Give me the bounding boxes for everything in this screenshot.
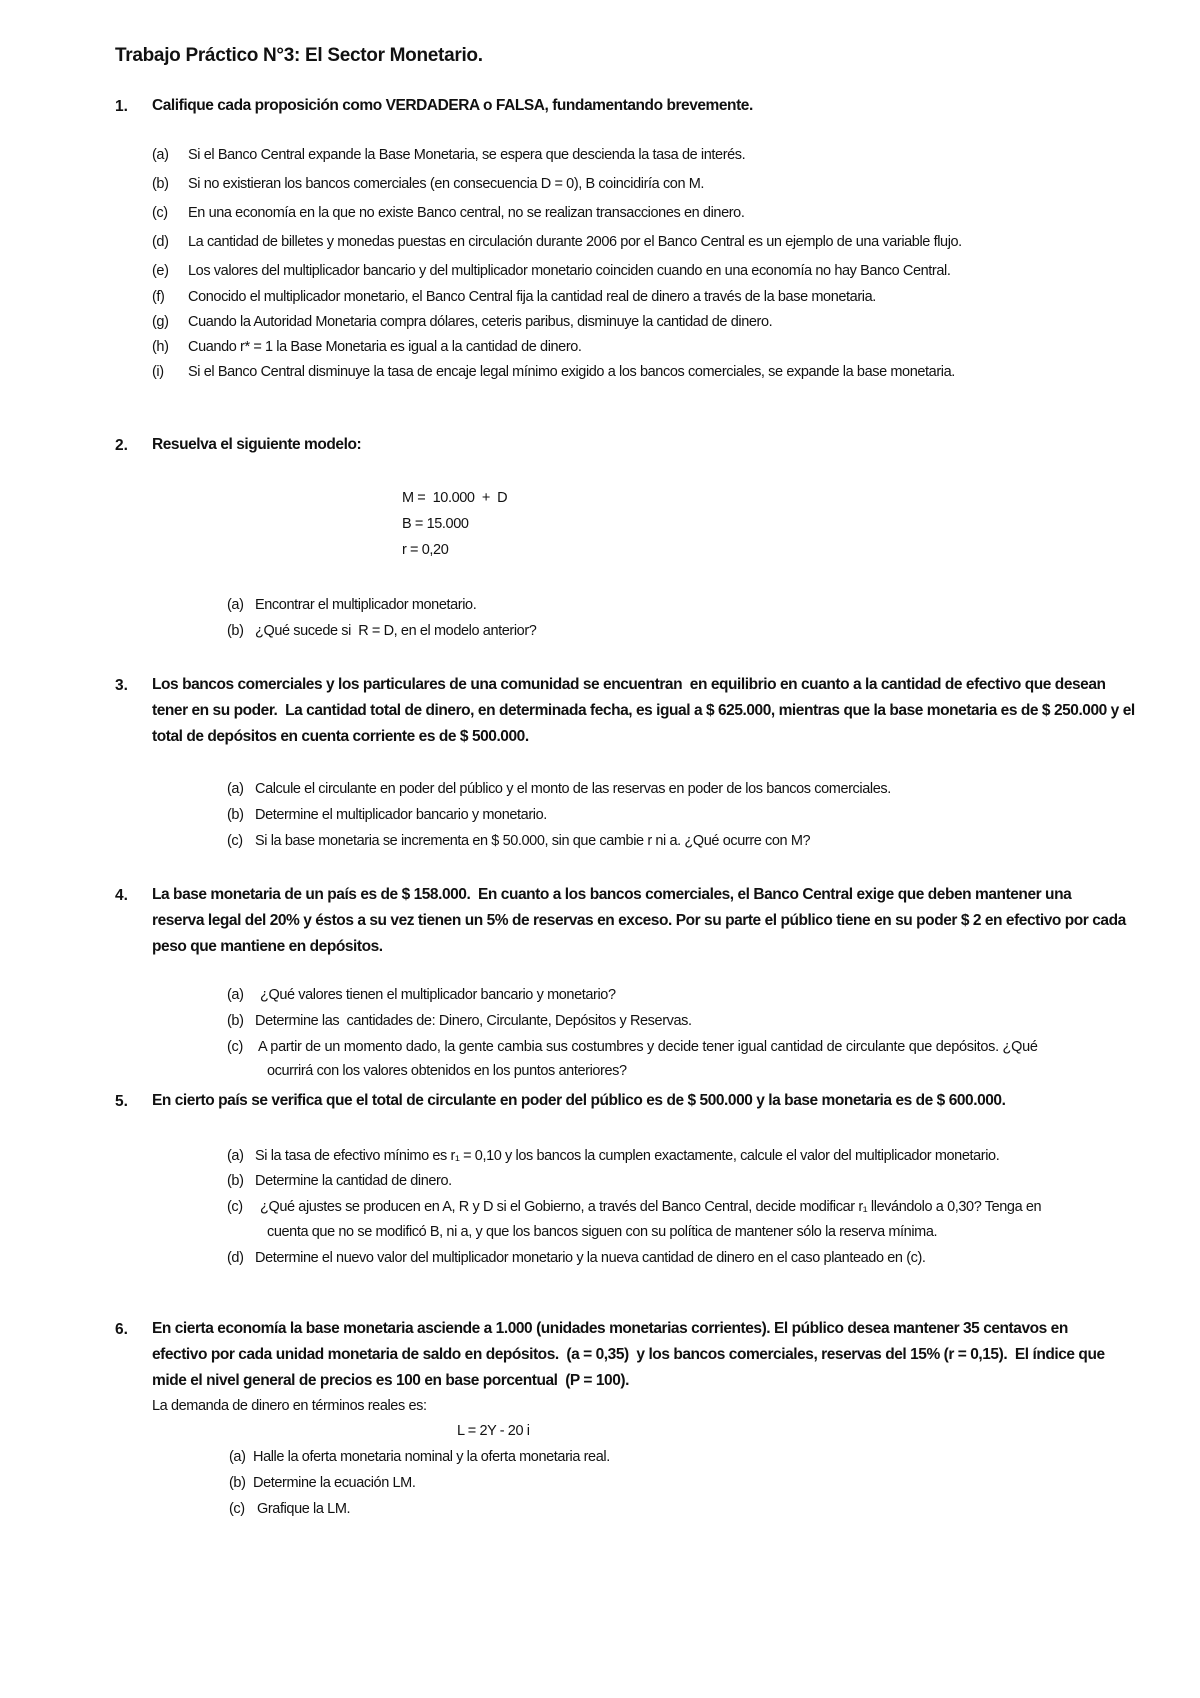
q4-item-b bbox=[227, 1009, 692, 1033]
q6-item-c bbox=[229, 1497, 350, 1521]
q1-number: 1. bbox=[115, 98, 128, 115]
q2-item-b bbox=[227, 619, 536, 643]
q6-item-b-label: (b) bbox=[229, 1475, 246, 1491]
q1-item-a-label: (a) bbox=[152, 147, 169, 163]
q6-heading-line-1: En cierta economía la base monetaria asciende a 1.000 (unidades monetarias corrientes). El público desea mantener 35 centavos en bbox=[152, 1320, 1068, 1337]
q5-item-c-text: ¿Qué ajustes se producen en A, R y D si el Gobierno, a través del Banco Central, decide modificar r₁ llevándolo a 0,30? Tenga en bbox=[260, 1199, 1042, 1215]
q2-item-a-text: Encontrar el multiplicador monetario. bbox=[255, 597, 477, 613]
q1-item-e-text: Los valores del multiplicador bancario y del multiplicador monetario coinciden cuando en una economía no hay Banco Central. bbox=[188, 263, 951, 279]
q5-item-a-text: Si la tasa de efectivo mínimo es r₁ = 0,10 y los bancos la cumplen exactamente, calcule el valor del multiplicador monetario. bbox=[255, 1148, 1000, 1164]
q4-item-c-label: (c) bbox=[227, 1039, 244, 1055]
q3-item-b-label: (b) bbox=[227, 807, 244, 823]
q1-item-f-label: (f) bbox=[152, 289, 165, 305]
q4-number: 4. bbox=[115, 887, 128, 904]
q6-item-c-text: Grafique la LM. bbox=[257, 1501, 351, 1517]
q3-item-c-label: (c) bbox=[227, 833, 243, 849]
q2-item-b-label: (b) bbox=[227, 623, 244, 639]
q1-item-h-text: Cuando r* = 1 la Base Monetaria es igual a la cantidad de dinero. bbox=[188, 339, 582, 355]
q2-item-a bbox=[227, 593, 476, 617]
q6-item-b bbox=[229, 1471, 415, 1495]
q1-item-g-label: (g) bbox=[152, 314, 169, 330]
q1-item-b-text: Si no existieran los bancos comerciales (en consecuencia D = 0), B coincidiría con M. bbox=[188, 176, 705, 192]
q1-item-e bbox=[152, 259, 950, 283]
q2-item-a-label: (a) bbox=[227, 597, 244, 613]
q4-item-c-text-line-2: ocurrirá con los valores obtenidos en los puntos anteriores? bbox=[267, 1063, 627, 1079]
q1-item-c bbox=[152, 201, 744, 225]
q4-heading-line-1: La base monetaria de un país es de $ 158.000. En cuanto a los bancos comerciales, el Banco Central exige que deben mantener una bbox=[152, 886, 1072, 903]
q3-item-c bbox=[227, 829, 810, 853]
q4-item-a-label: (a) bbox=[227, 987, 244, 1003]
q1-item-g bbox=[152, 310, 772, 334]
q2-model-line-1: M = 10.000 + D bbox=[402, 490, 508, 506]
q6-intro: La demanda de dinero en términos reales es: bbox=[152, 1398, 427, 1414]
q5-item-b-label: (b) bbox=[227, 1173, 244, 1189]
q3-item-b bbox=[227, 803, 547, 827]
q6-heading-line-3: mide el nivel general de precios es 100 en base porcentual (P = 100). bbox=[152, 1372, 629, 1389]
q1-item-b-label: (b) bbox=[152, 176, 169, 192]
q1-item-f bbox=[152, 285, 876, 309]
q5-number: 5. bbox=[115, 1093, 128, 1110]
q3-heading-line-3: total de depósitos en cuenta corriente es de $ 500.000. bbox=[152, 728, 529, 745]
q6-item-c-label: (c) bbox=[229, 1501, 245, 1517]
q2-number: 2. bbox=[115, 437, 128, 454]
q4-item-b-text: Determine las cantidades de: Dinero, Circulante, Depósitos y Reservas. bbox=[255, 1013, 692, 1029]
q1-item-b bbox=[152, 172, 704, 196]
q3-item-b-text: Determine el multiplicador bancario y monetario. bbox=[255, 807, 547, 823]
q1-heading: Califique cada proposición como VERDADERA o FALSA, fundamentando brevemente. bbox=[152, 97, 753, 114]
q1-item-g-text: Cuando la Autoridad Monetaria compra dólares, ceteris paribus, disminuye la cantidad de dinero. bbox=[188, 314, 773, 330]
q3-heading-line-2: tener en su poder. La cantidad total de dinero, en determinada fecha, es igual a $ 625.000, mientras que la base monetaria es de $ 250.000 y el bbox=[152, 702, 1135, 719]
q2-heading: Resuelva el siguiente modelo: bbox=[152, 436, 362, 453]
q3-item-a bbox=[227, 777, 891, 801]
q6-item-a-text: Halle la oferta monetaria nominal y la oferta monetaria real. bbox=[253, 1449, 610, 1465]
q5-item-d bbox=[227, 1246, 926, 1270]
q6-item-a-label: (a) bbox=[229, 1449, 246, 1465]
q1-item-e-label: (e) bbox=[152, 263, 169, 279]
q5-item-b-text: Determine la cantidad de dinero. bbox=[255, 1173, 452, 1189]
q1-item-d-label: (d) bbox=[152, 234, 169, 250]
q4-item-a bbox=[227, 983, 616, 1007]
q5-item-d-text: Determine el nuevo valor del multiplicador monetario y la nueva cantidad de dinero en el caso planteado en (c). bbox=[255, 1250, 926, 1266]
q4-heading-line-3: peso que mantiene en depósitos. bbox=[152, 938, 383, 955]
q2-model-line-2: B = 15.000 bbox=[402, 516, 469, 532]
q6-heading-line-2: efectivo por cada unidad monetaria de saldo en depósitos. (a = 0,35) y los bancos comerciales, reservas del 15% (r = 0,15). El índice que bbox=[152, 1346, 1105, 1363]
q1-item-i bbox=[152, 360, 955, 384]
q1-item-i-text: Si el Banco Central disminuye la tasa de encaje legal mínimo exigido a los bancos comerciales, se expande la base monetaria. bbox=[188, 364, 955, 380]
q4-heading-line-2: reserva legal del 20% y éstos a su vez tienen un 5% de reservas en exceso. Por su parte el público tiene en su poder $ 2 en efectivo por cada bbox=[152, 912, 1126, 929]
q4-item-b-label: (b) bbox=[227, 1013, 244, 1029]
q4-item-a-text: ¿Qué valores tienen el multiplicador bancario y monetario? bbox=[260, 987, 616, 1003]
q6-item-b-text: Determine la ecuación LM. bbox=[253, 1475, 416, 1491]
q6-item-a bbox=[229, 1445, 610, 1469]
q3-item-a-text: Calcule el circulante en poder del público y el monto de las reservas en poder de los bancos comerciales. bbox=[255, 781, 891, 797]
q1-item-a-text: Si el Banco Central expande la Base Monetaria, se espera que descienda la tasa de interés. bbox=[188, 147, 746, 163]
q5-heading: En cierto país se verifica que el total de circulante en poder del público es de $ 500.000 y la base monetaria es de $ 600.000. bbox=[152, 1092, 1006, 1109]
q5-item-c-text-line-2: cuenta que no se modificó B, ni a, y que los bancos siguen con su política de mantener sólo la reserva mínima. bbox=[267, 1224, 938, 1240]
q1-item-a bbox=[152, 143, 745, 167]
q5-item-c bbox=[227, 1195, 1041, 1219]
q4-item-c bbox=[227, 1035, 1038, 1059]
q1-item-c-label: (c) bbox=[152, 205, 168, 221]
q6-equation: L = 2Y - 20 i bbox=[457, 1423, 530, 1439]
q5-item-c-label: (c) bbox=[227, 1199, 243, 1215]
page-title: Trabajo Práctico N°3: El Sector Monetario. bbox=[115, 45, 483, 66]
q1-item-c-text: En una economía en la que no existe Banco central, no se realizan transacciones en dinero. bbox=[188, 205, 745, 221]
q4-item-c-text: A partir de un momento dado, la gente cambia sus costumbres y decide tener igual cantidad de circulante que depósitos. ¿Qué bbox=[258, 1039, 1038, 1055]
q3-item-c-text: Si la base monetaria se incrementa en $ 50.000, sin que cambie r ni a. ¿Qué ocurre con M? bbox=[255, 833, 811, 849]
q1-item-i-label: (i) bbox=[152, 364, 164, 380]
q5-item-a-label: (a) bbox=[227, 1148, 244, 1164]
q1-item-h-label: (h) bbox=[152, 339, 169, 355]
q2-model-line-3: r = 0,20 bbox=[402, 542, 449, 558]
q2-item-b-text: ¿Qué sucede si R = D, en el modelo anterior? bbox=[255, 623, 537, 639]
q5-item-a bbox=[227, 1144, 999, 1168]
q3-number: 3. bbox=[115, 677, 128, 694]
q1-item-d-text: La cantidad de billetes y monedas puestas en circulación durante 2006 por el Banco Central es un ejemplo de una variable flujo. bbox=[188, 234, 962, 250]
q6-number: 6. bbox=[115, 1321, 128, 1338]
q1-item-f-text: Conocido el multiplicador monetario, el Banco Central fija la cantidad real de dinero a través de la base monetaria. bbox=[188, 289, 876, 305]
q1-item-d bbox=[152, 230, 962, 254]
q3-heading-line-1: Los bancos comerciales y los particulares de una comunidad se encuentran en equilibrio en cuanto a la cantidad de efectivo que desean bbox=[152, 676, 1106, 693]
q3-item-a-label: (a) bbox=[227, 781, 244, 797]
q1-item-h bbox=[152, 335, 582, 359]
q5-item-d-label: (d) bbox=[227, 1250, 244, 1266]
q5-item-b bbox=[227, 1169, 452, 1193]
